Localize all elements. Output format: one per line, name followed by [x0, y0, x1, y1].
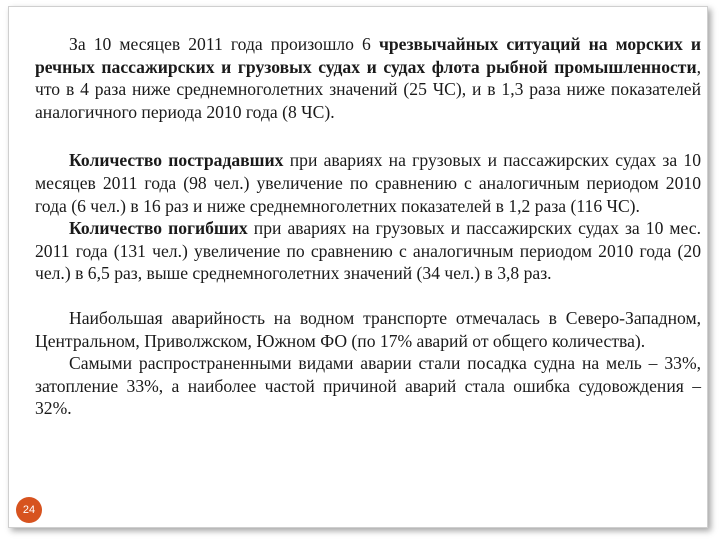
slide-content: [35, 33, 701, 420]
p2-text-c: при авариях на грузовых и пассажирских судах за 10 месяцев 2011 года (98 чел.) увеличение по сравнению с аналогичным периодом 2010 года (6 чел.) в 16 раз и ниже среднемноголетних показателей в 1,2 раза (116 ЧС).: [35, 150, 702, 216]
paragraph-injured: [35, 149, 701, 217]
p1-text-bold: чрезвычайных ситуаций на морских и речных пассажирских и грузовых судах и судах флота рыбной промышленности: [35, 34, 702, 77]
paragraph-accident-types: Самыми распространенными видами аварии стали посадка судна на мель – 33%, затопление 33%, а наиболее частой причиной аварий стала ошибка судовождения – 32%.: [35, 353, 701, 419]
paragraph-regions: Наибольшая аварийность на водном транспорте отмечалась в Северо-Западном, Центральном, Приволжском, Южном ФО (по 17% аварий от общего количества).: [35, 307, 701, 351]
p3-text-bold: Количество погибших: [69, 218, 248, 239]
p1-text-a: За 10 месяцев 2011 года произошло 6: [69, 34, 379, 54]
slide-frame: [8, 6, 708, 528]
p1-text-c: , что в 4 раза ниже среднемноголетних значений (25 ЧС), и в 1,3 раза ниже показателей аналогичного периода 2010 года (8 ЧС).: [35, 56, 701, 122]
p3-text-c: при авариях на грузовых и пассажирских судах за 10 мес. 2011 года (131 чел.) увеличение по сравнению с аналогичным периодом 2010 года (20 чел.) в 6,5 раз, выше среднемноголетних значений (34 чел.) в 3,8 раз.: [35, 218, 701, 284]
paragraph-emergencies: [35, 33, 701, 123]
paragraph-deaths: [35, 217, 701, 285]
page-number-badge: 24: [16, 497, 42, 523]
p2-text-bold: Количество пострадавших: [69, 150, 284, 171]
